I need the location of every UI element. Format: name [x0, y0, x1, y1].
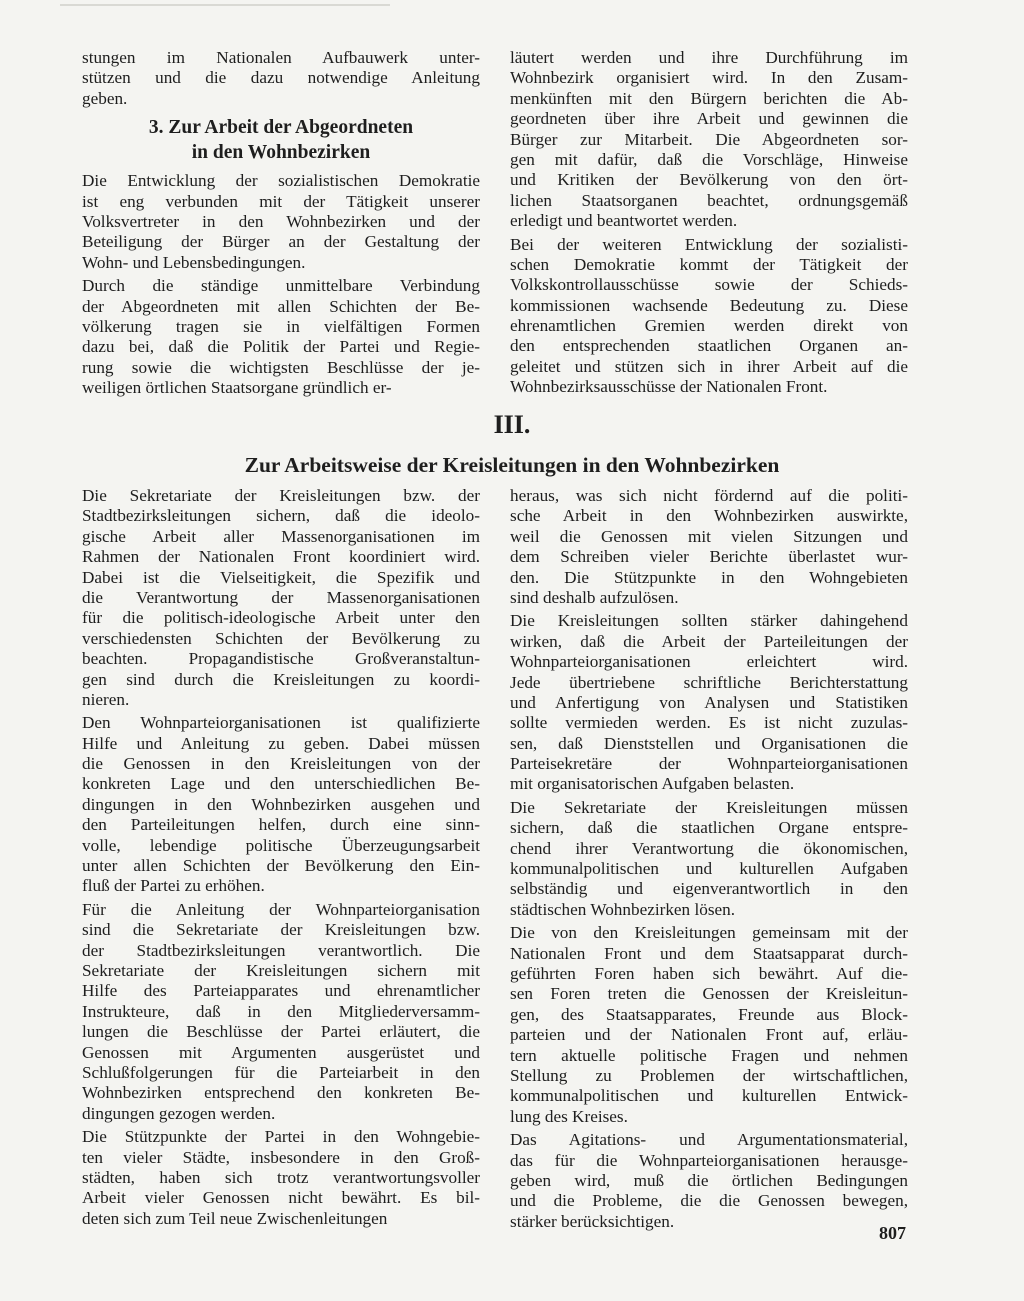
text-line: Sekretariate der Kreisleitungen sichern mit: [82, 960, 480, 980]
text-line: Stellung zu Problemen der wirtschaftlichen,: [510, 1065, 908, 1085]
text-line: beachten. Propagandistische Großveranstaltun-: [82, 649, 480, 669]
text-line: stärker berücksichtigen.: [510, 1211, 675, 1231]
paragraph: [510, 611, 908, 795]
text-line: sen Foren treten die Genossen der Kreisleitun-: [510, 984, 908, 1004]
text-line: Dabei ist die Vielseitigkeit, die Spezifik und: [82, 567, 480, 587]
text-line: für die politisch-ideologische Arbeit unter den: [82, 608, 480, 628]
text-line: schen Demokratie kommt der Tätigkeit der: [510, 254, 908, 274]
text-line: lichen Staatsorganen beachtet, ordnungsgemäß: [510, 190, 908, 210]
text-line: dazu bei, daß die Politik der Partei und Regie-: [82, 337, 480, 357]
paragraph: [510, 1130, 908, 1232]
text-line: städten, haben sich trotz verantwortungsvoller: [82, 1167, 480, 1187]
text-line: lungen die Beschlüsse der Partei erläutert, die: [82, 1022, 480, 1042]
text-line: Den Wohnparteiorganisationen ist qualifizierte: [82, 713, 480, 733]
top-right-column: [510, 48, 908, 398]
text-line: konkreten Lage und den unterschiedlichen Be-: [82, 774, 480, 794]
paragraph: [82, 48, 480, 109]
text-line: und die Probleme, die die Genossen bewegen,: [510, 1191, 908, 1211]
text-line: Das Agitations- und Argumentationsmaterial,: [510, 1130, 908, 1150]
text-line: heraus, was sich nicht fördernd auf die politi-: [510, 486, 908, 505]
text-line: gen sind durch die Kreisleitungen zu koordi-: [82, 669, 480, 689]
paragraph: [82, 713, 480, 897]
page-number: 807: [879, 1223, 906, 1243]
text-line: Volkskontrollausschüsse sowie der Schieds-: [510, 275, 908, 295]
text-line: Jede übertriebene schriftliche Berichterstattung: [510, 672, 908, 692]
subsection-heading-line: in den Wohnbezirken: [191, 142, 371, 164]
text-line: Die Sekretariate der Kreisleitungen bzw. der: [82, 486, 480, 505]
text-line: deten sich zum Teil neue Zwischenleitungen: [82, 1208, 388, 1228]
text-line: nieren.: [82, 689, 130, 709]
text-line: Die Kreisleitungen sollten stärker dahingehend: [510, 611, 908, 631]
text-line: weil die Genossen mit vielen Sitzungen und: [510, 526, 908, 546]
subsection-heading-line: 3. Zur Arbeit der Abgeordneten: [148, 117, 414, 139]
text-line: geben wird, muß die örtlichen Bedingungen: [510, 1170, 908, 1190]
text-line: kommunalpolitischen und kulturellen Entwick-: [510, 1086, 908, 1106]
paragraph: [82, 486, 480, 710]
text-line: sche Arbeit in den Wohnbezirken auswirkte,: [510, 506, 908, 526]
text-line: wirken, daß die Arbeit der Parteileitungen der: [510, 631, 908, 651]
paragraph: [510, 923, 908, 1127]
text-line: volle, lebendige politische Überzeugungsarbeit: [82, 835, 480, 855]
text-line: Wohnbezirken entsprechend den konkreten Be-: [82, 1083, 480, 1103]
text-line: geben.: [82, 88, 128, 108]
text-line: Bei der weiteren Entwicklung der sozialisti-: [510, 234, 908, 254]
text-line: gen, des Staatsapparates, Freunde aus Block-: [510, 1004, 908, 1024]
text-line: selbständig und eigenverantwortlich in den: [510, 879, 908, 899]
text-line: geleitet und stützen sich in ihrer Arbeit auf die: [510, 356, 908, 376]
text-line: Durch die ständige unmittelbare Verbindung: [82, 276, 480, 296]
text-line: weiligen örtlichen Staatsorgane gründlich er-: [82, 378, 392, 398]
text-line: geführten Foren haben sich bewährt. Auf die-: [510, 963, 908, 983]
text-line: den Parteileitungen helfen, durch eine sinn-: [82, 815, 480, 835]
paragraph: [82, 171, 480, 273]
text-line: parteien und der Nationalen Front auf, erläu-: [510, 1025, 908, 1045]
text-line: lung des Kreises.: [510, 1106, 628, 1126]
text-line: Rahmen der Nationalen Front koordiniert wird.: [82, 547, 480, 567]
text-line: und Anfertigung von Analysen und Statistiken: [510, 692, 908, 712]
text-line: Volksvertreter in den Wohnbezirken und der: [82, 211, 480, 231]
text-line: dingungen gezogen werden.: [82, 1103, 276, 1123]
text-line: Die Stützpunkte der Partei in den Wohngebie-: [82, 1127, 480, 1147]
text-line: Bürger zur Mitarbeit. Die Abgeordneten sor-: [510, 129, 908, 149]
section-title: Zur Arbeitsweise der Kreisleitungen in den Wohnbezirken: [244, 453, 780, 477]
bottom-left-column: [82, 486, 480, 1229]
subsection-heading: [82, 115, 480, 165]
text-line: geordneten über ihre Arbeit und gewinnen die: [510, 109, 908, 129]
text-line: den entsprechenden staatlichen Organen an-: [510, 336, 908, 356]
text-line: Instrukteure, daß in den Mitgliederversamm-: [82, 1001, 480, 1021]
text-line: Stadtbezirksleitungen sichern, daß die ideolo-: [82, 506, 480, 526]
text-line: erledigt und beantwortet werden.: [510, 211, 738, 231]
paragraph: [82, 1127, 480, 1229]
text-line: fluß der Partei zu erhöhen.: [82, 876, 265, 896]
paragraph: [510, 486, 908, 608]
text-line: völkerung tragen sie in vielfältigen Formen: [82, 316, 480, 336]
text-line: gen mit dafür, daß die Vorschläge, Hinweise: [510, 149, 908, 169]
text-line: Wohnbezirk organisiert wird. In den Zusam-: [510, 68, 908, 88]
text-line: läutert werden und ihre Durchführung im: [510, 48, 908, 67]
top-edge-rule: [60, 4, 390, 6]
text-line: stungen im Nationalen Aufbauwerk unter-: [82, 48, 480, 67]
text-line: mit organisatorischen Aufgaben belasten.: [510, 774, 795, 794]
text-line: und Kritiken der Bevölkerung von den ört-: [510, 170, 908, 190]
text-line: Wohnparteiorganisationen erleichtert wird.: [510, 652, 908, 672]
text-line: unter allen Schichten der Bevölkerung den Ein-: [82, 856, 480, 876]
text-line: Die Entwicklung der sozialistischen Demokratie: [82, 171, 480, 191]
text-line: Die von den Kreisleitungen gemeinsam mit der: [510, 923, 908, 943]
text-line: menkünften mit den Bürgern berichten die Ab-: [510, 88, 908, 108]
paragraph: [82, 276, 480, 398]
text-line: ist eng verbunden mit der Tätigkeit unserer: [82, 191, 480, 211]
text-line: sind deshalb aufzulösen.: [510, 587, 679, 607]
bottom-right-column: [510, 486, 908, 1232]
text-line: Wohnbezirksausschüsse der Nationalen Front.: [510, 377, 828, 397]
text-line: verschiedensten Schichten der Bevölkerung zu: [82, 628, 480, 648]
text-line: die Verantwortung der Massenorganisationen: [82, 587, 480, 607]
text-line: Arbeit vieler Genossen nicht bewährt. Es bil-: [82, 1188, 480, 1208]
text-line: den. Die Stützpunkte in den Wohngebieten: [510, 567, 908, 587]
text-line: Genossen mit Argumenten ausgerüstet und: [82, 1042, 480, 1062]
text-line: Parteisekretäre der Wohnparteiorganisationen: [510, 754, 908, 774]
text-line: städtischen Wohnbezirken lösen.: [510, 899, 736, 919]
text-line: sen, daß Dienststellen und Organisationen die: [510, 733, 908, 753]
text-line: dingungen in den Wohnbezirken ausgehen und: [82, 794, 480, 814]
text-line: Hilfe und Anleitung zu geben. Dabei müssen: [82, 733, 480, 753]
paragraph: [510, 235, 908, 398]
text-line: sichern, daß die staatlichen Organe entspre-: [510, 818, 908, 838]
paragraph: [82, 900, 480, 1124]
text-line: der Abgeordneten mit allen Schichten der Be-: [82, 296, 480, 316]
text-line: tern aktuelle politische Fragen und nehmen: [510, 1045, 908, 1065]
text-line: ehrenamtlichen Gremien werden direkt von: [510, 316, 908, 336]
text-line: der Stadtbezirksleitungen verantwortlich. Die: [82, 940, 480, 960]
text-line: sind die Sekretariate der Kreisleitungen bzw.: [82, 920, 480, 940]
text-line: Die Sekretariate der Kreisleitungen müssen: [510, 797, 908, 817]
section-numeral: III.: [493, 410, 531, 439]
text-line: Hilfe des Parteiapparates und ehrenamtlicher: [82, 981, 480, 1001]
paragraph: [510, 48, 908, 232]
text-line: rung sowie die wichtigsten Beschlüsse der je-: [82, 357, 480, 377]
text-line: Nationalen Front und dem Staatsapparat durch-: [510, 943, 908, 963]
text-line: dem Schreiben vieler Berichte überlastet wur-: [510, 547, 908, 567]
text-line: Für die Anleitung der Wohnparteiorganisation: [82, 899, 480, 919]
text-line: kommunalpolitischen und kulturellen Aufgaben: [510, 859, 908, 879]
paragraph: [510, 798, 908, 920]
top-left-column: [82, 48, 480, 398]
text-line: stützen und die dazu notwendige Anleitung: [82, 68, 480, 88]
text-line: Wohn- und Lebensbedingungen.: [82, 252, 306, 272]
text-line: sollte vermieden werden. Es ist nicht zuzulas-: [510, 713, 908, 733]
text-line: kommissionen wachsende Bedeutung zu. Diese: [510, 295, 908, 315]
text-line: chend ihrer Verantwortung die ökonomischen,: [510, 838, 908, 858]
text-line: ten vieler Städte, insbesondere in den Groß-: [82, 1147, 480, 1167]
text-line: gische Arbeit aller Massenorganisationen im: [82, 526, 480, 546]
text-line: die Genossen in den Kreisleitungen von der: [82, 754, 480, 774]
text-line: Beteiligung der Bürger an der Gestaltung der: [82, 232, 480, 252]
text-line: das für die Wohnparteiorganisationen herausge-: [510, 1150, 908, 1170]
text-line: Schlußfolgerungen für die Parteiarbeit in den: [82, 1062, 480, 1082]
